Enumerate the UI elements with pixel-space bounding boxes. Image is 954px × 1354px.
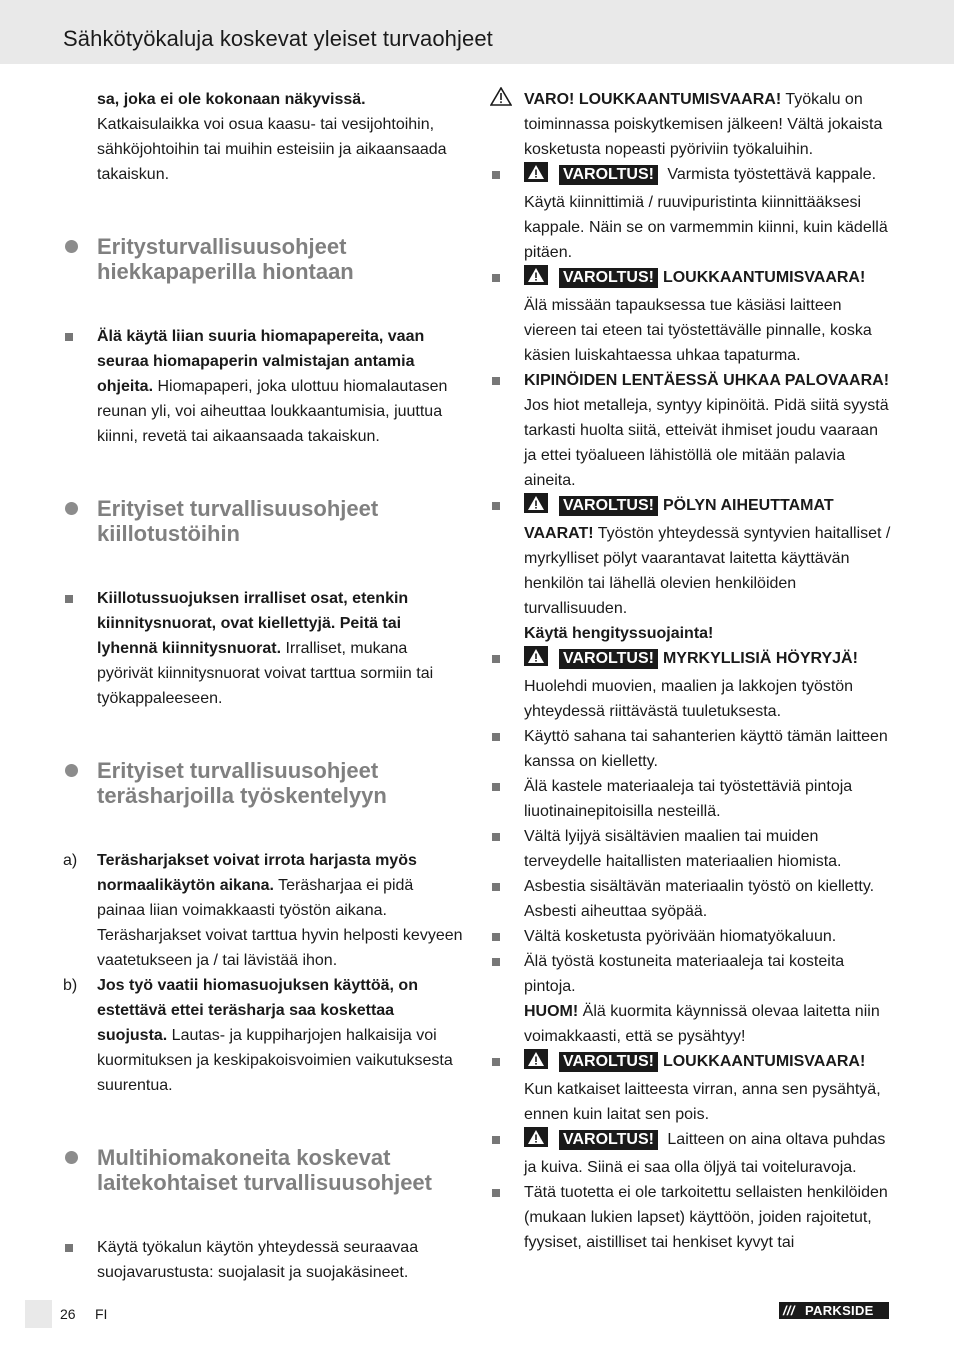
varoltus-badge: VAROLTUS! [559,496,658,516]
section-heading-polishing [63,496,465,546]
item-bold: Teräsharjakset voivat irrota harjasta myös normaalikäytön aikana. [97,852,417,894]
item-text: Lautas- ja kuppiharjojen halkaisija voi kuormituksen ja keskipakoisvoimien vaikutuksesta suurentua. [97,1027,453,1094]
warning-item [490,1049,892,1127]
square-bullet-icon [492,1058,500,1066]
item-bold: PÖLYN AIHEUTTAMAT VAARAT! [524,497,834,542]
item-text: Varmista työstettävä kappale. Käytä kiinnittimiä / ruuvipuristinta kiinnittääksesi kappale. Näin se on varmemmin kiinni, kuin kädellä pitäen. [524,166,888,261]
section-dot-icon [65,502,78,515]
item-text: Työkalu on toiminnassa poiskytkemisen jälkeen! Vältä jokaista kosketusta nopeasti pyöriviin työkaluihin. [524,91,883,158]
item-text: Älä työstä kostuneita materiaaleja tai kosteita pintoja. [524,953,845,995]
item-text: Irralliset, mukana pyörivät kiinnitysnuorat voivat tarttua sormiin tai työkappaleeseen. [97,640,434,707]
warning-triangle-icon [524,1127,548,1155]
square-bullet-icon [492,171,500,179]
warning-triangle-icon [524,1049,548,1077]
list-item [63,324,465,449]
item-bold: Jos työ vaatii hiomasuojuksen käyttöä, on estettävä ettei teräsharja saa koskettaa suojusta. [97,977,418,1044]
list-item [490,949,892,1049]
section-heading-wire-brush [63,758,465,808]
warning-triangle-icon [524,493,548,521]
item-bold: KIPINÖIDEN LENTÄESSÄ UHKAA PALOVAARA! [524,372,890,389]
warning-item [490,1127,892,1180]
intro-paragraph [63,87,465,187]
item-bold: Käytä hengityssuojainta! [524,625,714,642]
item-bold: HUOM! [524,1003,579,1020]
item-bold: Älä käytä liian suuria hiomapapereita, vaan seuraa hiomapaperin valmistajan antamia ohjeita. [97,328,425,395]
item-label: b) [63,977,78,994]
square-bullet-icon [492,958,500,966]
intro-bold: sa, joka ei ole kokonaan näkyvissä. [97,91,366,108]
list-item [63,1235,465,1285]
square-bullet-icon [492,783,500,791]
section-title: Erityiset turvallisuusohjeet teräsharjoilla työskentelyyn [97,758,387,808]
item-text: Vältä kosketusta pyörivään hiomatyökaluun. [524,928,837,945]
item-bold: LOUKKAANTUMISVAARA! [662,1053,866,1070]
item-text: Jos hiot metalleja, syntyy kipinöitä. Pidä siitä syystä tarkasti huolta siitä, etteivät ihmiset joudu vaaraan ja ettei työalueen lähistöllä ole mitään palavia aineita. [524,397,889,489]
warning-item [490,265,892,368]
left-column [63,87,465,1285]
footer-marker [25,1300,52,1328]
item-text: Käyttö sahana tai sahanterien käyttö tämän laitteen kanssa on kielletty. [524,728,888,770]
item-text: Käytä työkalun käytön yhteydessä seuraavaa suojavarustusta: suojalasit ja suojakäsineet. [97,1239,419,1281]
caution-item [490,87,892,162]
parkside-logo [779,1302,889,1319]
square-bullet-icon [65,1244,73,1252]
section-title: Eritysturvallisuusohjeet hiekkapaperilla hiontaan [97,234,354,284]
varoltus-badge: VAROLTUS! [559,165,658,185]
list-item [490,774,892,824]
square-bullet-icon [492,933,500,941]
logo-brand: PARKSIDE [805,1303,874,1318]
item-bold: Kiillotussuojuksen irralliset osat, etenkin kiinnitysnuorat, ovat kiellettyjä. Peitä tai lyhennä kiinnitysnuorat. [97,590,409,657]
section-heading-sanding [63,234,465,284]
item-bold: MYRKYLLISIÄ HÖYRYJÄ! [662,650,858,667]
right-column [490,87,892,1255]
list-item-a [63,848,465,973]
square-bullet-icon [492,274,500,282]
list-item [490,824,892,874]
list-item [490,874,892,924]
item-text: Asbestia sisältävän materiaalin työstö on kielletty. Asbesti aiheuttaa syöpää. [524,878,875,920]
varoltus-badge: VAROLTUS! [559,1052,658,1072]
varoltus-badge: VAROLTUS! [559,649,658,669]
list-item [490,1180,892,1255]
square-bullet-icon [492,655,500,663]
list-item [490,368,892,493]
warning-item [490,493,892,646]
square-bullet-icon [492,502,500,510]
item-label: a) [63,852,78,869]
item-text: Hiomapaperi, joka ulottuu hiomalautasen reunan yli, voi aiheuttaa loukkaantumisia, juuttua kiinni, revetä tai aikaansaada takaiskun. [97,378,448,445]
section-dot-icon [65,1151,78,1164]
item-text: Huolehdi muovien, maalien ja lakkojen työstön yhteydessä riittävästä tuuletuksesta. [524,678,854,720]
item-bold: VARO! LOUKKAANTUMISVAARA! [524,91,782,108]
page-header [0,0,954,64]
logo-stripes-icon: /// [783,1303,795,1318]
section-title: Erityiset turvallisuusohjeet kiillotustöihin [97,496,379,546]
list-item [63,586,465,711]
intro-text: Katkaisulaikka voi osua kaasu- tai vesijohtoihin, sähköjohtoihin tai muihin esteisiin ja aikaansaada takaiskun. [97,116,447,183]
list-item [490,724,892,774]
page-number: 26 [60,1306,76,1322]
varoltus-badge: VAROLTUS! [559,268,658,288]
language-code: FI [95,1306,108,1322]
item-text: Älä kastele materiaaleja tai työstettäviä pintoja liuotinainepitoisilla nesteillä. [524,778,853,820]
item-text: Älä missään tapauksessa tue käsiäsi laitteen viereen tai eteen tai työstettävälle pinnalle, koska käsien luiskahtaessa uhkaa tapaturma. [524,297,872,364]
item-text: Teräsharjaa ei pidä painaa liian voimakkaasti työstön aikana. Teräsharjakset voivat tarttua hyvin helposti kevyeen vaatetukseen ja / tai lävistää ihon. [97,877,463,969]
warning-item [490,162,892,265]
item-text: Tätä tuotetta ei ole tarkoitettu sellaisten henkilöiden (mukaan lukien lapset) käyttöön, joiden rajoitetut, fyysiset, aistilliset tai henkiset kyvyt tai [524,1184,888,1251]
square-bullet-icon [492,1189,500,1197]
warning-triangle-icon [524,646,548,674]
square-bullet-icon [65,333,73,341]
warning-triangle-outline-icon [490,87,512,114]
square-bullet-icon [492,833,500,841]
list-item [490,924,892,949]
section-heading-multi-sander [63,1145,465,1195]
square-bullet-icon [492,1136,500,1144]
item-text: Älä kuormita käynnissä olevaa laitetta niin voimakkaasti, että se pysähtyy! [524,1003,880,1045]
item-text: Vältä lyijyä sisältävien maalien tai muiden terveydelle haitallisten materiaalien hiomista. [524,828,842,870]
page-title: Sähkötyökaluja koskevat yleiset turvaohjeet [63,26,493,51]
square-bullet-icon [492,883,500,891]
item-text: Kun katkaiset laitteesta virran, anna sen pysähtyä, ennen kuin laitat sen pois. [524,1081,881,1123]
section-dot-icon [65,240,78,253]
list-item-b [63,973,465,1098]
warning-triangle-icon [524,265,548,293]
section-title: Multihiomakoneita koskevat laitekohtaiset turvallisuusohjeet [97,1145,432,1195]
varoltus-badge: VAROLTUS! [559,1130,658,1150]
item-text: Laitteen on aina oltava puhdas ja kuiva. Siinä ei saa olla öljyä tai voiteluravoja. [524,1131,886,1176]
square-bullet-icon [492,377,500,385]
section-dot-icon [65,764,78,777]
square-bullet-icon [492,733,500,741]
item-bold: LOUKKAANTUMISVAARA! [662,269,866,286]
warning-item [490,646,892,724]
warning-triangle-icon [524,162,548,190]
item-text: Työstön yhteydessä syntyvien haitalliset / myrkylliset pölyt vaarantavat laitetta käyttävän henkilön tai lähellä olevien henkilöiden turvallisuuden. [524,525,891,617]
square-bullet-icon [65,595,73,603]
